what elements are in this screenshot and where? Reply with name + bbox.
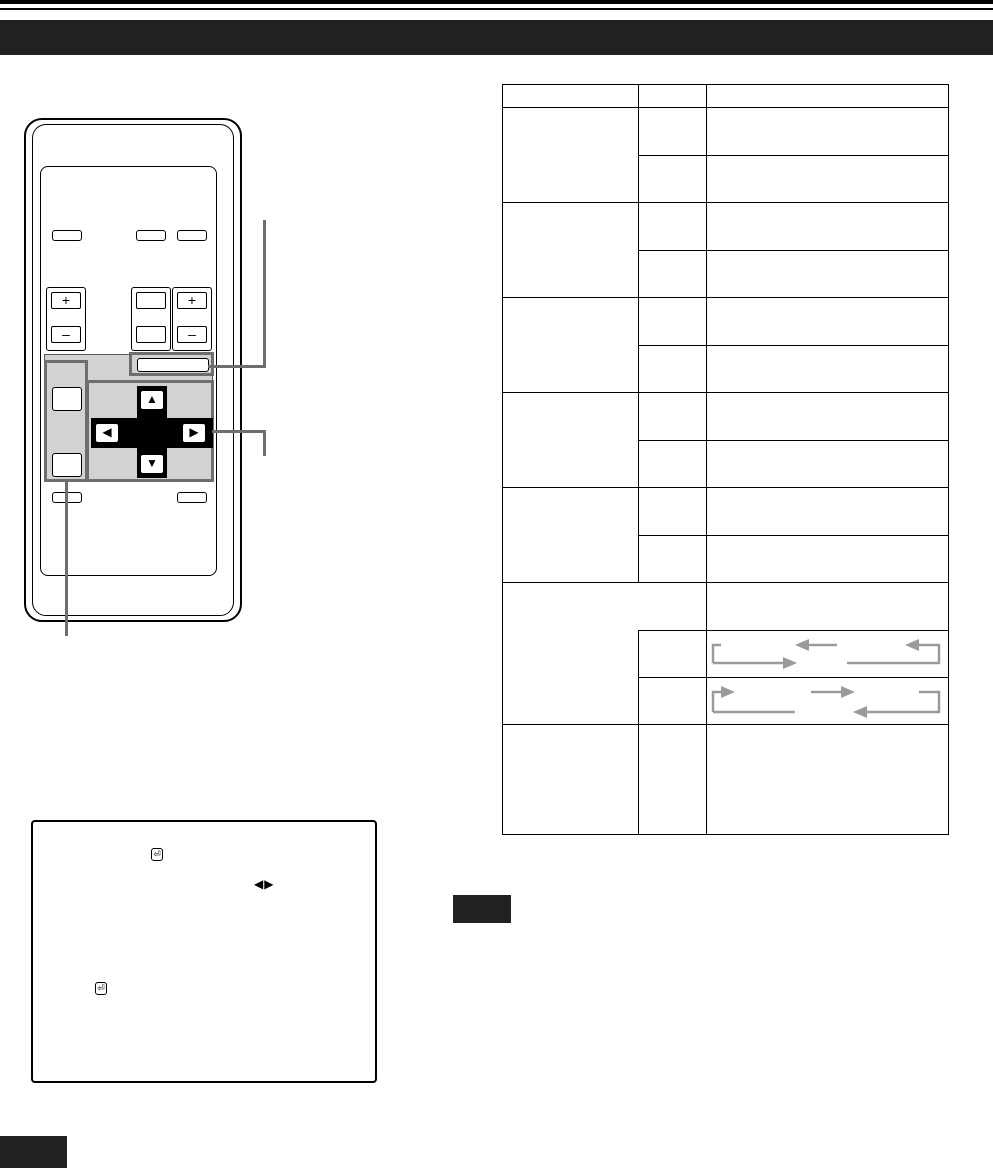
- cursor-callout-horizontal: [212, 430, 266, 433]
- table-col-divider-1: [638, 85, 639, 582]
- enter-callout-vertical: [65, 480, 68, 636]
- table-row-rule: [503, 487, 948, 488]
- right-plus-button[interactable]: +: [177, 292, 207, 309]
- volume-plus-button[interactable]: +: [51, 292, 81, 309]
- table-col-divider-1-lower: [638, 630, 639, 834]
- section-header-bar: [0, 20, 993, 55]
- cycle-arrow-reverse-icon: [707, 631, 947, 676]
- table-row-rule: [503, 202, 948, 203]
- remote-top-right-button[interactable]: [177, 230, 207, 241]
- menu-callout-vertical: [263, 220, 266, 368]
- right-minus-button[interactable]: –: [177, 326, 207, 343]
- table-subrow-rule: [638, 535, 948, 536]
- cycle-arrow-forward-icon: [707, 678, 947, 723]
- note-label-tab: [453, 895, 511, 923]
- top-rule-thin: [0, 8, 993, 10]
- table-row-rule: [503, 297, 948, 298]
- remote-top-left-button[interactable]: [52, 230, 82, 241]
- menu-callout-horizontal: [208, 365, 266, 368]
- table-row-rule: [503, 582, 948, 583]
- enter-icon: ⏎: [151, 848, 163, 861]
- remote-top-middle-button[interactable]: [136, 230, 166, 241]
- left-right-arrow-icon: ◀▶: [254, 877, 275, 891]
- cursor-callout-vertical: [263, 430, 266, 456]
- enter-icon: ⏎: [95, 982, 107, 995]
- instruction-box: [31, 820, 377, 1083]
- middle-lower-button[interactable]: [136, 326, 166, 343]
- remote-bottom-right-button[interactable]: [177, 492, 207, 503]
- table-subrow-rule: [638, 155, 948, 156]
- right-arrow-icon[interactable]: ▶: [182, 423, 206, 443]
- down-arrow-icon[interactable]: ▼: [140, 454, 164, 474]
- exit-button[interactable]: [52, 453, 82, 477]
- volume-minus-button[interactable]: –: [51, 326, 81, 343]
- table-subrow-rule: [638, 345, 948, 346]
- left-arrow-icon[interactable]: ◀: [95, 423, 119, 443]
- middle-upper-button[interactable]: [136, 292, 166, 309]
- table-header-rule: [503, 107, 948, 108]
- page-corner-tab: [0, 1136, 67, 1168]
- enter-button[interactable]: [52, 387, 82, 411]
- table-subrow-rule: [638, 440, 948, 441]
- table-row-rule: [503, 724, 948, 725]
- top-rule: [0, 0, 993, 4]
- up-arrow-icon[interactable]: ▲: [140, 390, 164, 410]
- table-subrow-rule: [638, 250, 948, 251]
- menu-button[interactable]: [137, 358, 209, 372]
- table-row-rule: [503, 392, 948, 393]
